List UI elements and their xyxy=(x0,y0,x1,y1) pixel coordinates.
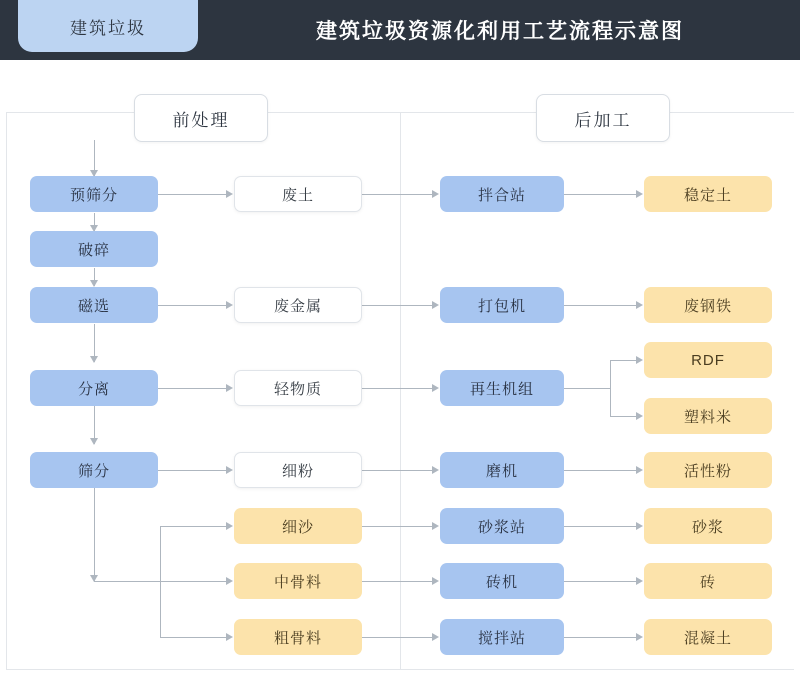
connector-brickmachine-brick xyxy=(564,581,637,582)
arrowhead-wastesoil xyxy=(226,190,233,198)
connector-separate-lightmaterial xyxy=(158,388,227,389)
node-activepowder[interactable]: 活性粉 xyxy=(644,452,772,488)
arrowhead-recycleunit xyxy=(432,384,439,392)
arrowhead-mixingstation xyxy=(432,190,439,198)
node-sieve[interactable]: 筛分 xyxy=(30,452,158,488)
node-mortarstation[interactable]: 砂浆站 xyxy=(440,508,564,544)
connector-mill-activepowder xyxy=(564,470,637,471)
node-rdf[interactable]: RDF xyxy=(644,342,772,378)
node-brickmachine[interactable]: 砖机 xyxy=(440,563,564,599)
arrowhead-mortar xyxy=(636,522,643,530)
connector-bus-to-finesand xyxy=(160,526,227,527)
node-brick[interactable]: 砖 xyxy=(644,563,772,599)
connector-medagg-brickmachine xyxy=(362,581,433,582)
node-concrete[interactable]: 混凝土 xyxy=(644,619,772,655)
node-scrapsteel[interactable]: 废钢铁 xyxy=(644,287,772,323)
connector-wastesoil-mixingstation xyxy=(362,194,433,195)
node-mill[interactable]: 磨机 xyxy=(440,452,564,488)
arrowhead-brick xyxy=(636,577,643,585)
arrowhead-stabilizedsoil xyxy=(636,190,643,198)
arrowhead-sieve xyxy=(90,438,98,445)
arrowhead-finesand xyxy=(226,522,233,530)
arrowhead-medagg xyxy=(226,577,233,585)
arrowhead-concrete xyxy=(636,633,643,641)
connector-bus-horizontal xyxy=(94,581,160,582)
connector-finepowder-mill xyxy=(362,470,433,471)
arrowhead-wastemetal xyxy=(226,301,233,309)
arrowhead-lightmaterial xyxy=(226,384,233,392)
node-coarseaggregate[interactable]: 粗骨料 xyxy=(234,619,362,655)
node-mediumaggregate[interactable]: 中骨料 xyxy=(234,563,362,599)
node-stabilizedsoil[interactable]: 稳定土 xyxy=(644,176,772,212)
node-magnetic[interactable]: 磁选 xyxy=(30,287,158,323)
connector-lightmaterial-recycleunit xyxy=(362,388,433,389)
connector-sieve-finepowder xyxy=(158,470,227,471)
connector-recycleunit-plasticpellet xyxy=(610,416,637,417)
node-plasticpellet[interactable]: 塑料米 xyxy=(644,398,772,434)
node-mixingstation[interactable]: 拌合站 xyxy=(440,176,564,212)
connector-concretestation-concrete xyxy=(564,637,637,638)
connector-recycleunit-rdf xyxy=(610,360,637,361)
section-header-preprocess: 前处理 xyxy=(134,94,268,142)
arrowhead-finepowder xyxy=(226,466,233,474)
node-mortar[interactable]: 砂浆 xyxy=(644,508,772,544)
connector-presieve-wastesoil xyxy=(158,194,227,195)
connector-finesand-mortarstation xyxy=(362,526,433,527)
node-recycleunit[interactable]: 再生机组 xyxy=(440,370,564,406)
connector-magnetic-wastemetal xyxy=(158,305,227,306)
connector-wastemetal-baler xyxy=(362,305,433,306)
arrowhead-mill xyxy=(432,466,439,474)
header-tab[interactable]: 建筑垃圾 xyxy=(18,0,198,52)
connector-recycleunit-split xyxy=(564,388,610,389)
section-header-postprocess: 后加工 xyxy=(536,94,670,142)
arrowhead-mortarstation xyxy=(432,522,439,530)
stage-divider xyxy=(400,112,401,670)
node-wastesoil[interactable]: 废土 xyxy=(234,176,362,212)
node-finesand[interactable]: 细沙 xyxy=(234,508,362,544)
connector-sieve-aggregates xyxy=(94,488,95,581)
arrowhead-activepowder xyxy=(636,466,643,474)
arrowhead-plasticpellet xyxy=(636,412,643,420)
arrowhead-baler xyxy=(432,301,439,309)
node-lightmaterial[interactable]: 轻物质 xyxy=(234,370,362,406)
node-separate[interactable]: 分离 xyxy=(30,370,158,406)
node-presieve[interactable]: 预筛分 xyxy=(30,176,158,212)
node-wastemetal[interactable]: 废金属 xyxy=(234,287,362,323)
page-title: 建筑垃圾资源化利用工艺流程示意图 xyxy=(316,20,684,43)
node-finepowder[interactable]: 细粉 xyxy=(234,452,362,488)
connector-coarseagg-concretestation xyxy=(362,637,433,638)
arrowhead-scrapsteel xyxy=(636,301,643,309)
arrowhead-coarseagg xyxy=(226,633,233,641)
connector-bus-to-medagg xyxy=(160,581,227,582)
connector-recycleunit-riser xyxy=(610,360,611,416)
node-baler[interactable]: 打包机 xyxy=(440,287,564,323)
arrowhead-brickmachine xyxy=(432,577,439,585)
connector-mixingstation-stabilizedsoil xyxy=(564,194,637,195)
connector-mortarstation-mortar xyxy=(564,526,637,527)
arrowhead-rdf xyxy=(636,356,643,364)
node-crush[interactable]: 破碎 xyxy=(30,231,158,267)
connector-baler-scrapsteel xyxy=(564,305,637,306)
arrowhead-separate xyxy=(90,356,98,363)
connector-bus-to-coarseagg xyxy=(160,637,227,638)
arrowhead-concretestation xyxy=(432,633,439,641)
arrowhead-magnetic xyxy=(90,280,98,287)
node-concretestation[interactable]: 搅拌站 xyxy=(440,619,564,655)
